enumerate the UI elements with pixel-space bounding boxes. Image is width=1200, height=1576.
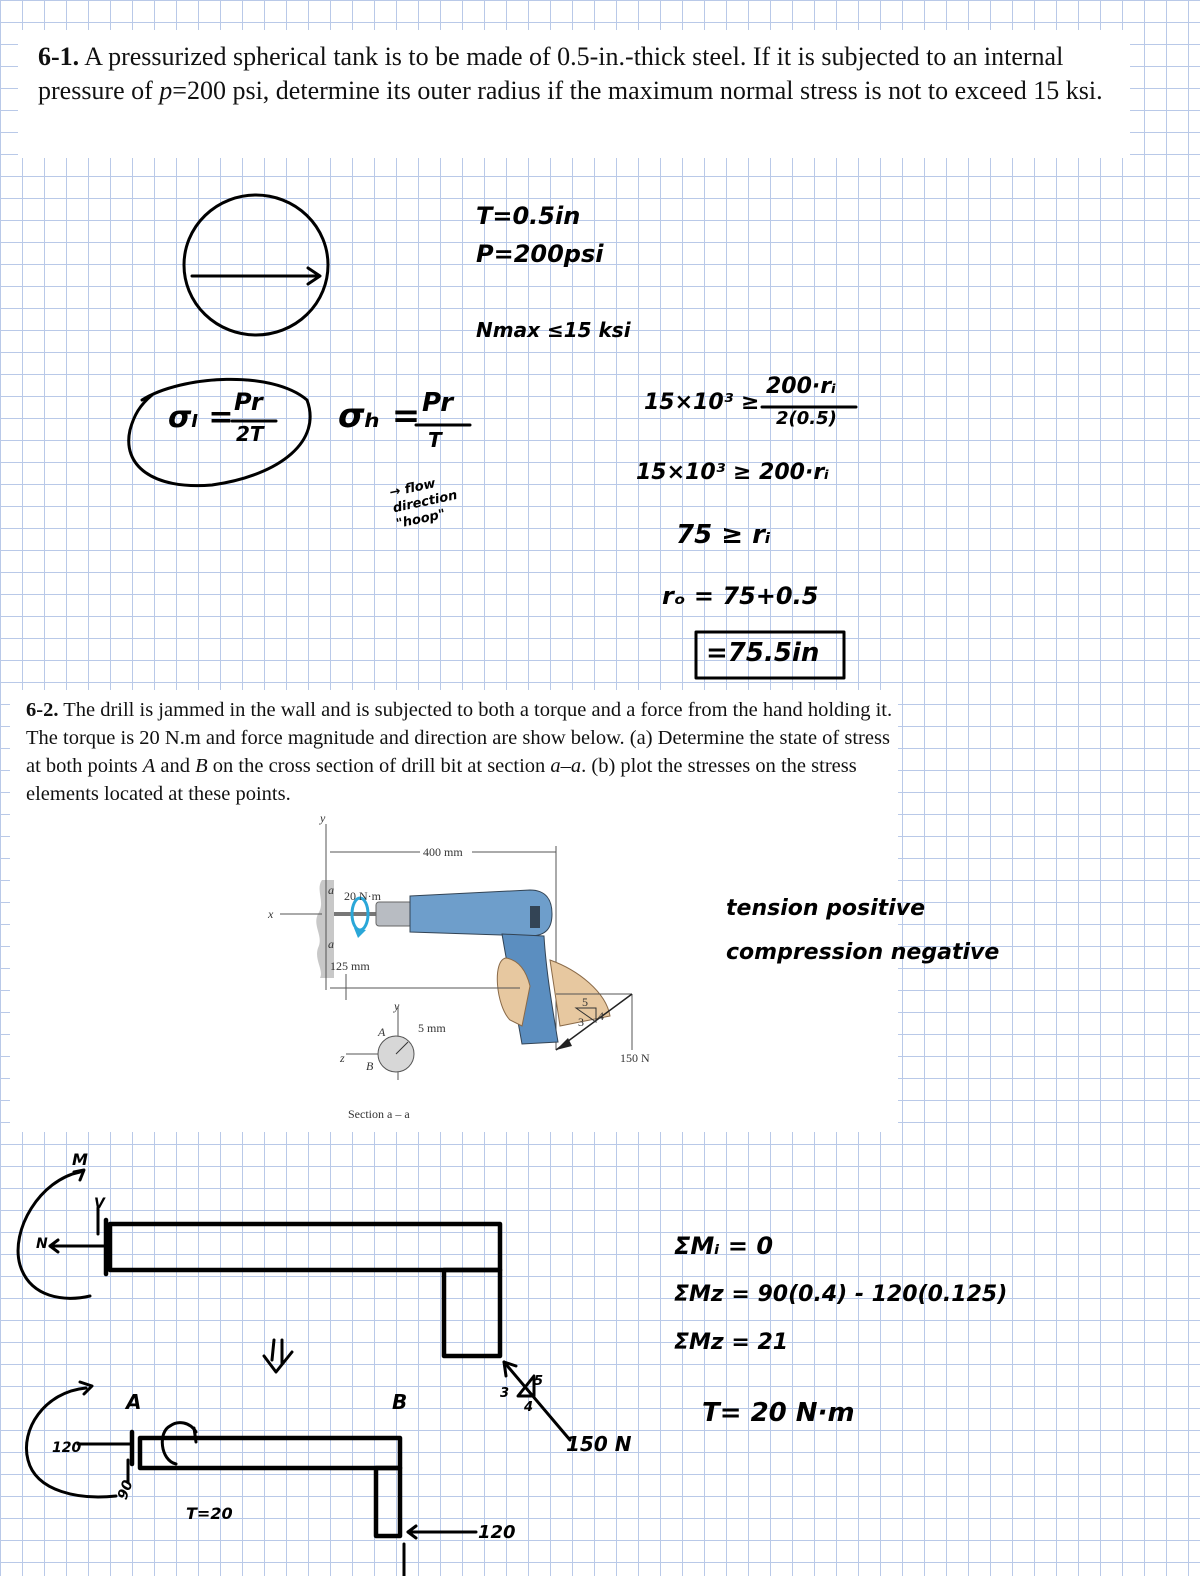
problem-6-2-text-c: on the cross section of drill bit at section bbox=[207, 755, 551, 777]
dimension-5mm: 5 mm bbox=[418, 1021, 446, 1035]
answer: =75.5in bbox=[706, 638, 820, 668]
problem-6-1-text bbox=[38, 40, 1123, 108]
section-label-a-top: a bbox=[328, 883, 334, 897]
section-y-label: y bbox=[394, 999, 400, 1013]
problem-6-1-number: 6-1. bbox=[38, 42, 80, 71]
fbd2-label-90: 90 bbox=[114, 1478, 137, 1502]
fbd-label-v: V bbox=[94, 1196, 105, 1212]
sigma-hoop-fraction-bar bbox=[414, 422, 474, 428]
dimension-125mm: 125 mm bbox=[330, 959, 370, 973]
problem-6-2-text bbox=[26, 696, 896, 808]
problem-6-2-point-b: B bbox=[195, 755, 208, 777]
sigma-long-lhs: σₗ = bbox=[168, 400, 234, 435]
torque-result: T= 20 N·m bbox=[702, 1398, 855, 1428]
fbd-force-150: 150 N bbox=[566, 1432, 632, 1456]
fbd2-label-t20: T=20 bbox=[186, 1504, 233, 1523]
eq4: rₒ = 75+0.5 bbox=[662, 582, 819, 610]
problem-6-1-text-b: =200 psi, determine its outer radius if the maximum normal stress is not to exceed 15 ksi. bbox=[172, 76, 1103, 105]
sigma-long-num: Pr bbox=[234, 388, 263, 416]
axis-x-label: x bbox=[268, 907, 274, 921]
eq1-lhs: 15×10³ ≥ bbox=[644, 390, 760, 415]
eq1-num: 200·rᵢ bbox=[766, 374, 836, 399]
problem-6-2-text-a: The drill is jammed in the wall and is subjected to both a torque and a force from the hand holding it. The torque is 20 N.m and force magnitude and direction are show below. (a) Determine the state of stress at both points bbox=[26, 699, 893, 777]
force-label: 150 N bbox=[620, 1051, 650, 1065]
ratio-3: 3 bbox=[578, 1015, 584, 1029]
fbd2-label-a: A bbox=[126, 1390, 142, 1414]
section-caption: Section a – a bbox=[348, 1107, 410, 1121]
fbd-label-5: 5 bbox=[534, 1374, 544, 1389]
given-max-stress: Nmax ≤15 ksi bbox=[476, 318, 631, 342]
section-z-label: z bbox=[340, 1051, 345, 1065]
sigma-hoop-num: Pr bbox=[422, 388, 454, 418]
sigma-long-den: 2T bbox=[236, 422, 264, 446]
problem-6-1-p-symbol: p bbox=[159, 76, 173, 105]
fbd-label-n: N bbox=[36, 1236, 48, 1252]
given-pressure: P=200psi bbox=[476, 240, 604, 268]
problem-6-2-point-a: A bbox=[142, 755, 156, 777]
ratio-5: 5 bbox=[582, 995, 588, 1009]
problem-6-1-text-a: A pressurized spherical tank is to be made of 0.5-in.-thick steel. If it is subjected to an internal pressure of bbox=[38, 42, 1064, 105]
fbd2-label-120-left: 120 bbox=[52, 1440, 82, 1456]
torque-label: 20 N·m bbox=[344, 889, 381, 903]
hoop-note: → flow direction "hoop" bbox=[388, 476, 459, 532]
problem-6-2-number: 6-2. bbox=[26, 699, 59, 721]
section-point-a: A bbox=[378, 1025, 386, 1039]
sigma-hoop-den: T bbox=[428, 428, 442, 452]
ratio-4: 4 bbox=[598, 1009, 604, 1023]
problem-6-2-text-b: and bbox=[155, 755, 196, 777]
moment-sum-2: ΣMz = 90(0.4) - 120(0.125) bbox=[674, 1282, 1008, 1307]
moment-sum-3: ΣMz = 21 bbox=[674, 1330, 789, 1355]
sigma-hoop-lhs: σₕ = bbox=[338, 396, 421, 436]
sphere-sketch bbox=[178, 190, 338, 340]
fbd2-label-b: B bbox=[392, 1390, 408, 1414]
sign-tension: tension positive bbox=[726, 896, 925, 921]
moment-sum-1: ΣMᵢ = 0 bbox=[674, 1232, 774, 1260]
sign-compression: compression negative bbox=[726, 940, 1000, 965]
drill-figure bbox=[260, 810, 680, 1130]
fbd-label-4: 4 bbox=[524, 1400, 534, 1415]
fbd2-label-120-bottom: 120 bbox=[478, 1522, 516, 1543]
fbd-label-m: M bbox=[72, 1150, 88, 1169]
dimension-400mm: 400 mm bbox=[423, 845, 463, 859]
section-point-b: B bbox=[366, 1059, 374, 1073]
given-thickness: T=0.5in bbox=[476, 202, 581, 230]
problem-6-2-section: a–a bbox=[550, 755, 582, 777]
problem-6-2-text-d: . (b) plot the stresses on the stress elements located at these points. bbox=[26, 755, 857, 805]
eq3: 75 ≥ rᵢ bbox=[676, 520, 771, 550]
fbd-label-3: 3 bbox=[500, 1386, 510, 1401]
problem-6-1-panel bbox=[18, 30, 1130, 158]
section-label-a-bottom: a bbox=[328, 937, 334, 951]
eq1-den: 2(0.5) bbox=[776, 408, 837, 429]
eq2: 15×10³ ≥ 200·rᵢ bbox=[636, 460, 830, 485]
axis-y-label: y bbox=[320, 811, 326, 825]
